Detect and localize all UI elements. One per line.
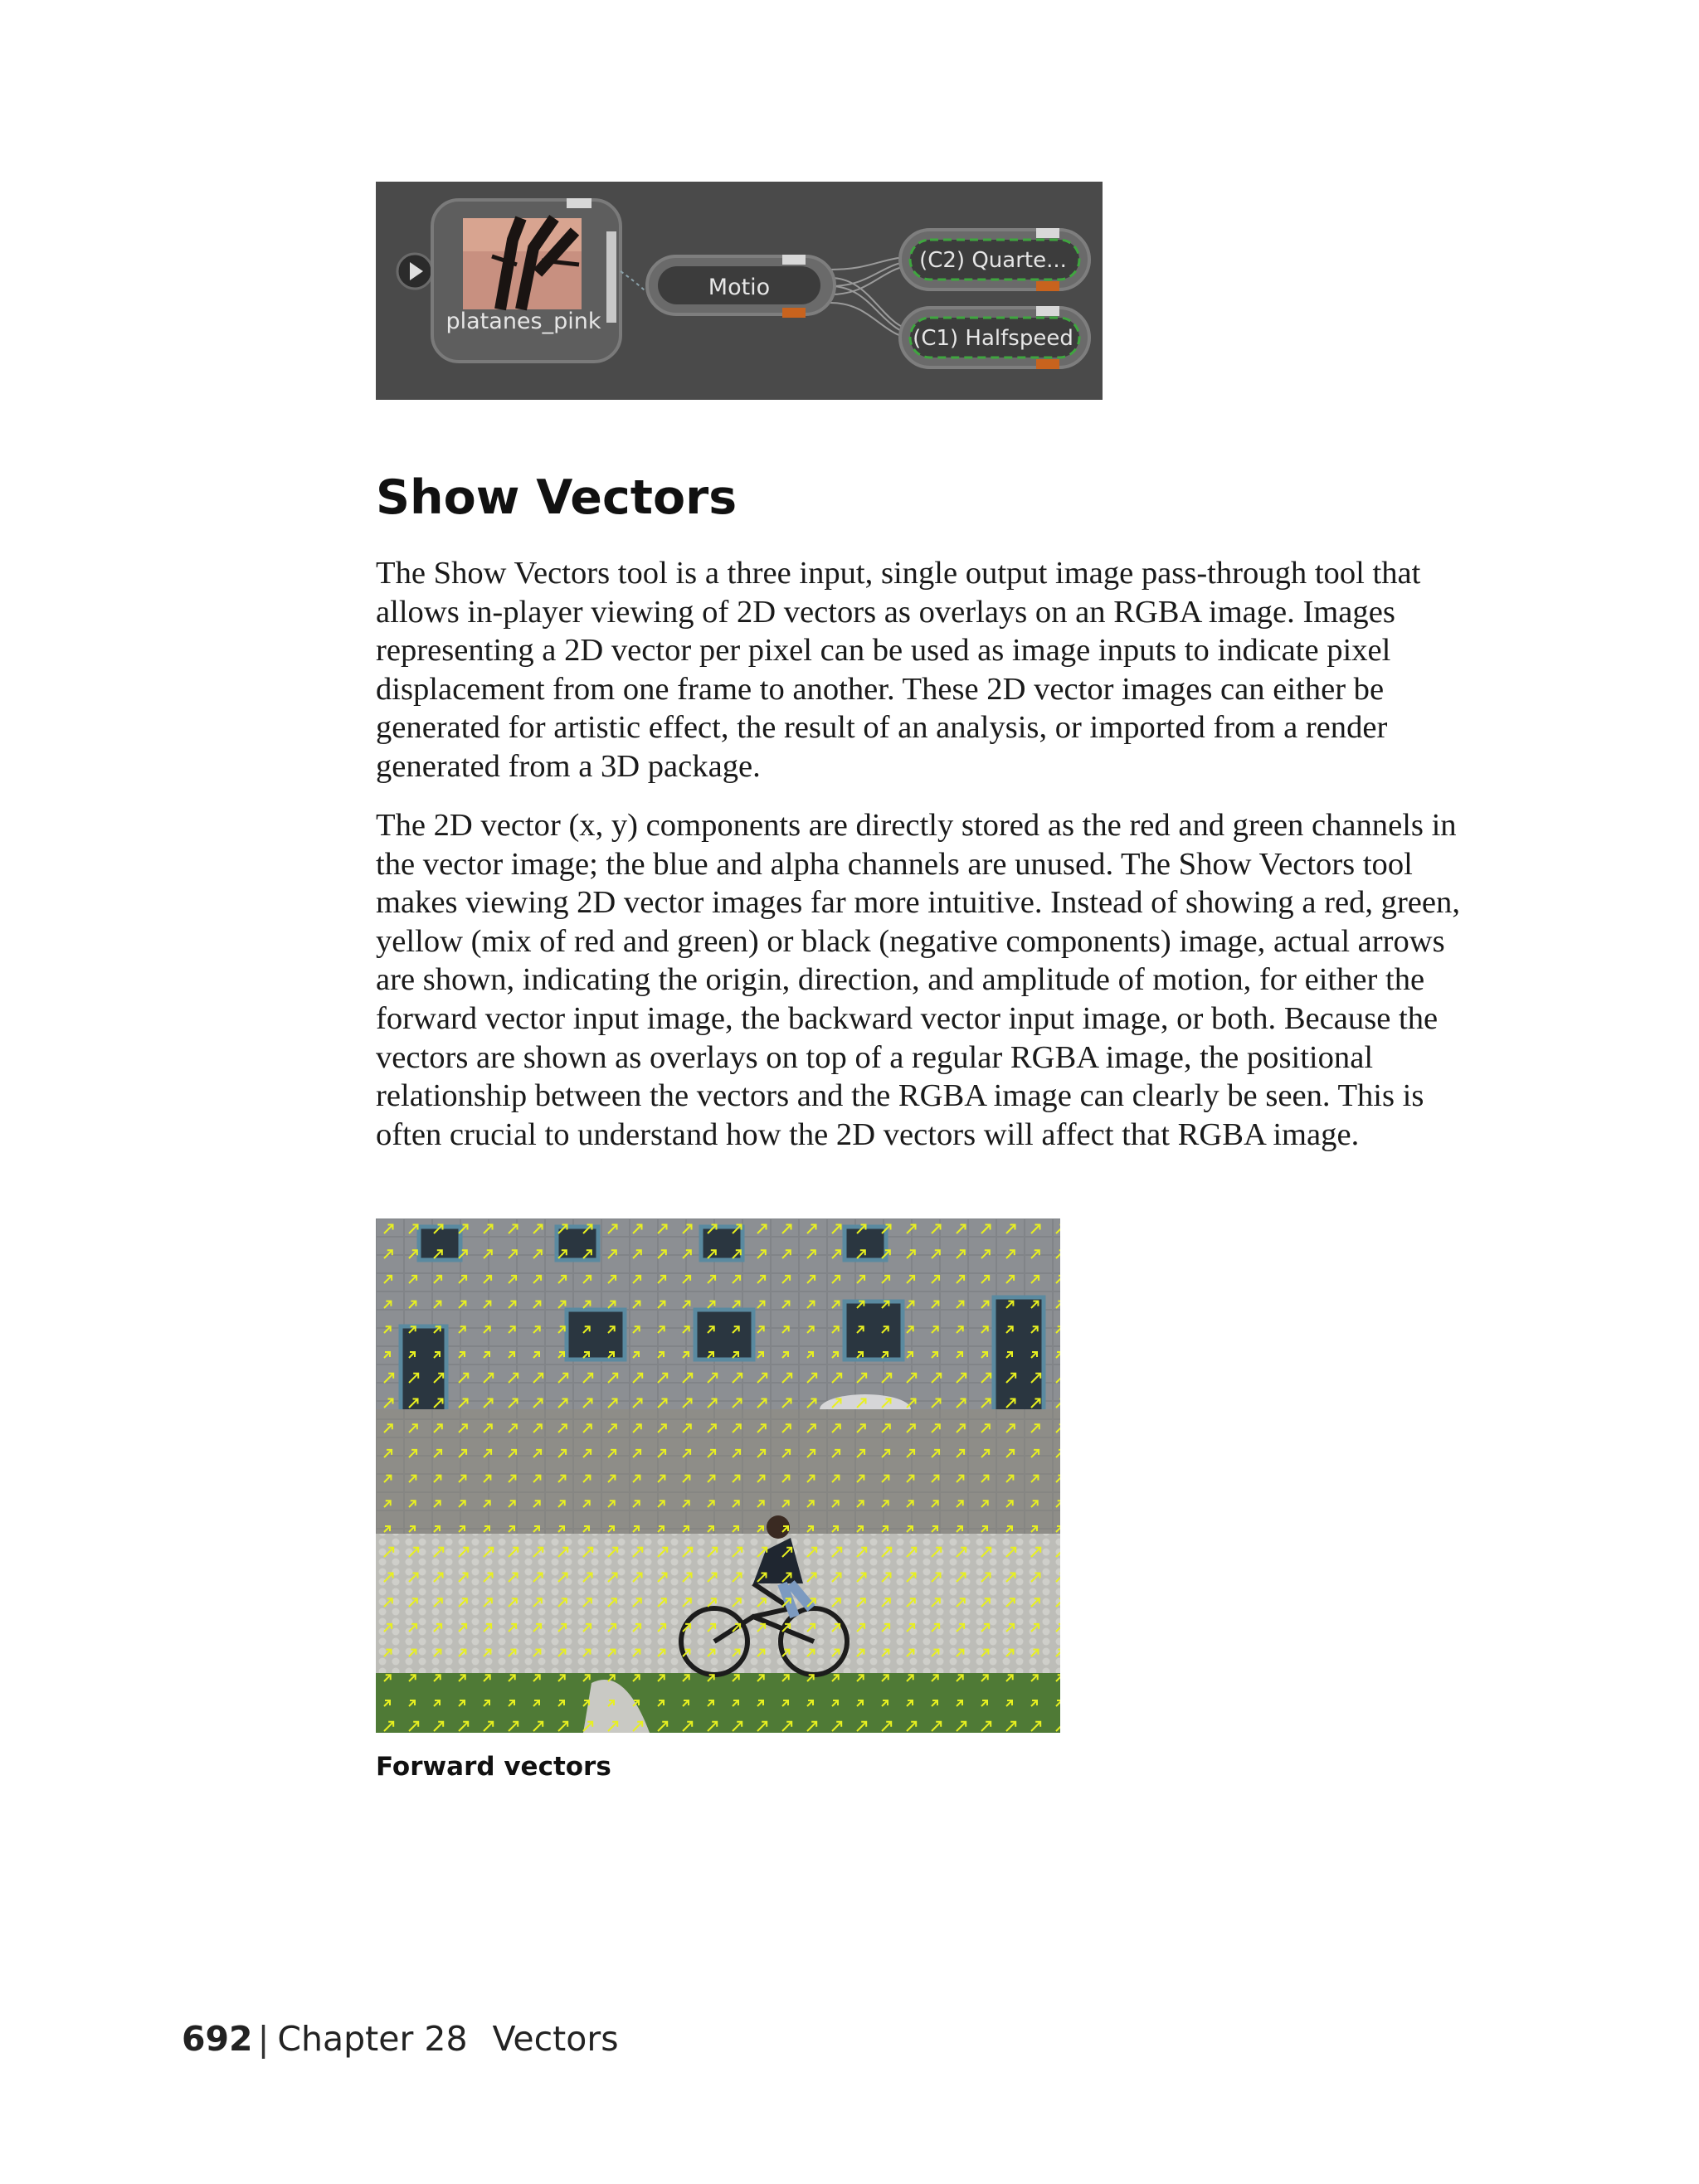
output-node-c1-label: (C1) Halfspeed (913, 326, 1073, 351)
output-node-c1 (900, 306, 1089, 369)
page-number: 692 (182, 2019, 253, 2059)
page-footer (182, 2016, 619, 2062)
body-paragraph: The 2D vector (x, y) components are directly stored as the red and green channels in the vector image; the blue and alpha channels are unused. The Show Vectors tool makes viewing 2D vector images far more intuitive. Instead of showing a red, green, yellow (mix of red and green) or black (negative components) image, actual arrows are shown, indicating the origin, direction, and amplitude of motion, for either the forward vector input image, the backward vector input image, or both. Because the vectors are shown as overlays on top of a regular RGBA image, the positional relationship between the vectors and the RGBA image can clearly be seen. This is often crucial to understand how the 2D vectors will affect that RGBA image. (376, 808, 1460, 1152)
figure-caption: Forward vectors (376, 1752, 611, 1782)
chapter-title: Vectors (492, 2019, 619, 2059)
output-node-c2 (900, 228, 1089, 291)
footer-separator: | (257, 2019, 270, 2059)
output-node-c2-label: (C2) Quarte... (919, 248, 1067, 273)
motion-node-label: Motio (708, 275, 771, 300)
forward-vectors-image (376, 1218, 1060, 1733)
motion-node (647, 255, 835, 318)
source-node (432, 198, 621, 362)
node-graph-screenshot (376, 182, 1103, 400)
play-icon (397, 254, 432, 289)
section-title: Show Vectors (376, 470, 738, 525)
source-node-label: platanes_pink (445, 309, 601, 334)
chapter-label: Chapter 28 (277, 2019, 468, 2059)
body-paragraph: The Show Vectors tool is a three input, single output image pass-through tool that allows in-player viewing of 2D vectors as overlays on an RGBA image. Images representing a 2D vector per pixel can be used as image inputs to indicate pixel displacement from one frame to another. These 2D vector images can either be generated for artistic effect, the result of an analysis, or imported from a render generated from a 3D package. (376, 556, 1421, 784)
